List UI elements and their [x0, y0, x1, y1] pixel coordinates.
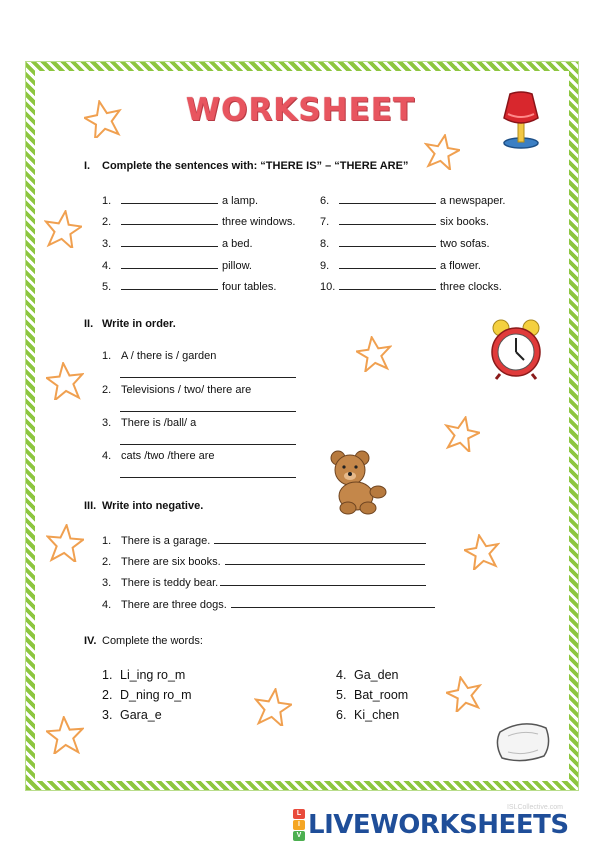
list-item: 2. three windows.	[102, 216, 296, 228]
pillow-illustration	[494, 718, 552, 764]
alarm-clock-illustration	[486, 316, 546, 380]
section-instruction: Complete the sentences with: “THERE IS” – “THERE ARE”	[102, 160, 409, 172]
section-instruction: Write in order.	[102, 318, 176, 330]
answer-blank[interactable]	[121, 236, 218, 247]
answer-blank[interactable]	[339, 279, 436, 290]
logo-text: LIVEWORKSHEETS	[308, 810, 569, 840]
section-instruction: Write into negative.	[102, 500, 204, 512]
list-item: 3. There is /ball/ a	[102, 417, 197, 429]
list-item: 2. There are six books.	[102, 554, 429, 568]
list-item: 1. Li_ing ro_m	[102, 668, 186, 682]
worksheet-title: WORKSHEET	[185, 92, 416, 128]
list-item: 3. There is teddy bear.	[102, 575, 430, 589]
answer-line[interactable]	[120, 477, 296, 478]
list-item: 2. Televisions / two/ there are	[102, 384, 252, 396]
list-item: 1. A / there is / garden	[102, 350, 217, 362]
answer-blank[interactable]	[339, 214, 436, 225]
section-number: I.	[84, 160, 91, 172]
answer-blank[interactable]	[339, 236, 436, 247]
list-item: 6. a newspaper.	[320, 195, 506, 207]
list-item: 3. a bed.	[102, 238, 253, 250]
lamp-illustration	[490, 88, 550, 150]
star-icon	[356, 336, 392, 372]
list-item: 2. D_ning ro_m	[102, 688, 192, 702]
star-icon	[84, 100, 122, 138]
list-item: 4. There are three dogs.	[102, 597, 439, 611]
list-item: 4. cats /two /there are	[102, 450, 215, 462]
answer-blank[interactable]	[339, 258, 436, 269]
star-icon	[46, 524, 84, 562]
section-2-heading	[84, 318, 176, 330]
answer-line[interactable]	[120, 444, 296, 445]
section-number: II.	[84, 318, 94, 330]
list-item: 1. a lamp.	[102, 195, 259, 207]
liveworksheets-logo[interactable]	[293, 808, 569, 842]
answer-blank[interactable]	[225, 554, 425, 565]
star-icon	[446, 676, 482, 712]
star-icon	[254, 688, 292, 726]
section-3-heading	[84, 500, 203, 512]
star-icon	[424, 134, 460, 170]
answer-blank[interactable]	[121, 258, 218, 269]
section-number: IV.	[84, 635, 97, 647]
star-icon	[44, 210, 82, 248]
answer-blank[interactable]	[121, 279, 218, 290]
section-1-heading	[84, 160, 408, 172]
star-icon	[46, 716, 84, 754]
answer-blank[interactable]	[214, 533, 426, 544]
answer-line[interactable]	[120, 411, 296, 412]
list-item: 8. two sofas.	[320, 238, 490, 250]
list-item: 4. Ga_den	[336, 668, 399, 682]
star-icon	[46, 362, 84, 400]
list-item: 5. four tables.	[102, 281, 277, 293]
list-item: 4. pillow.	[102, 260, 252, 272]
list-item: 9. a flower.	[320, 260, 481, 272]
answer-blank[interactable]	[339, 193, 436, 204]
star-icon	[444, 416, 480, 452]
answer-blank[interactable]	[121, 214, 218, 225]
star-icon	[464, 534, 500, 570]
list-item: 7. six books.	[320, 216, 489, 228]
answer-blank[interactable]	[121, 193, 218, 204]
section-number: III.	[84, 500, 97, 512]
list-item: 10. three clocks.	[320, 281, 502, 293]
watermark: ISLCollective.com	[506, 804, 563, 811]
answer-blank[interactable]	[231, 597, 435, 608]
section-instruction: Complete the words:	[102, 635, 203, 647]
list-item: 3. Gara_e	[102, 708, 162, 722]
list-item: 5. Bat_room	[336, 688, 409, 702]
answer-line[interactable]	[120, 377, 296, 378]
section-4-heading	[84, 635, 203, 647]
list-item: 6. Ki_chen	[336, 708, 400, 722]
list-item: 1. There is a garage.	[102, 533, 430, 547]
live-badge-icon: L I V	[293, 809, 305, 842]
answer-blank[interactable]	[220, 575, 426, 586]
teddy-bear-illustration	[326, 448, 392, 516]
